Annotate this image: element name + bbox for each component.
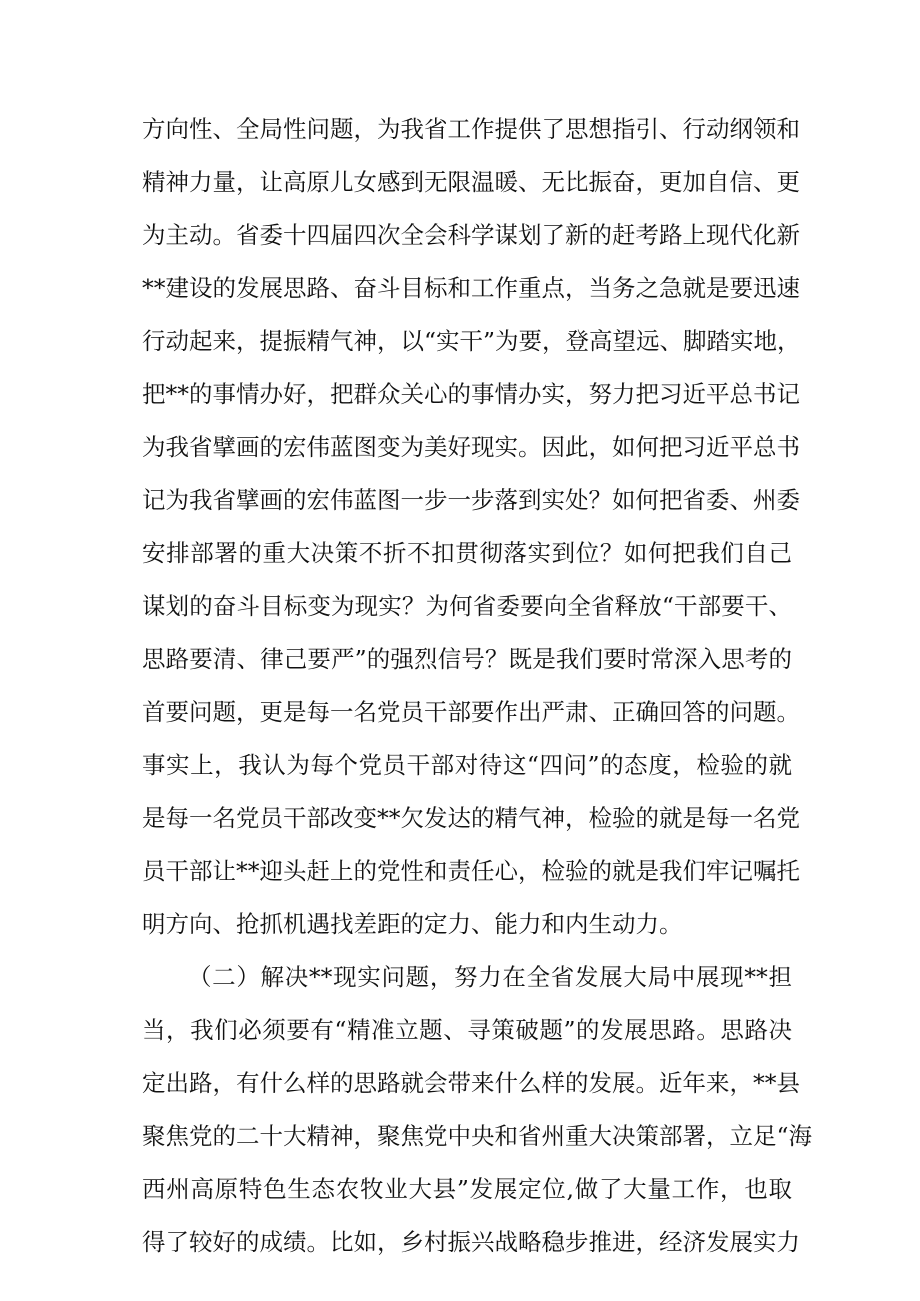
text-line: 事实上，我认为每个党员干部对待这“四问”的态度，检验的就: [142, 751, 792, 779]
text-line: 员干部让**迎头赶上的党性和责任心，检验的就是我们牢记嘱托: [142, 857, 800, 885]
text-line: 为主动。省委十四届四次全会科学谋划了新的赶考路上现代化新: [142, 221, 800, 249]
text-line: 安排部署的重大决策不折不扣贯彻落实到位？如何把我们自己: [142, 539, 792, 567]
text-line: **建设的发展思路、奋斗目标和工作重点，当务之急就是要迅速: [142, 274, 800, 302]
text-line: 记为我省擘画的宏伟蓝图一步一步落到实处？如何把省委、州委: [142, 486, 800, 514]
text-line: 当，我们必须要有“精准立题、寻策破题”的发展思路。思路决: [142, 1016, 792, 1044]
text-line: 定出路，有什么样的思路就会带来什么样的发展。近年来，**县: [142, 1069, 800, 1097]
text-line-paragraph-end: 明方向、抢抓机遇找差距的定力、能力和内生动力。: [142, 910, 683, 938]
text-line: 首要问题，更是每一名党员干部要作出严肃、正确回答的问题。: [142, 698, 800, 726]
text-line: 把**的事情办好，把群众关心的事情办实，努力把习近平总书记: [142, 380, 800, 408]
text-line: 谋划的奋斗目标变为现实？为何省委要向全省释放“干部要干、: [142, 592, 792, 620]
text-line: 思路要清、律己要严”的强烈信号？既是我们要时常深入思考的: [142, 645, 792, 673]
text-line: 行动起来，提振精气神，以“实干”为要，登高望远、脚踏实地，: [142, 327, 801, 355]
text-line: 聚焦党的二十大精神，聚焦党中央和省州重大决策部署，立足“海: [142, 1122, 813, 1150]
text-line: 方向性、全局性问题，为我省工作提供了思想指引、行动纲领和: [142, 115, 800, 143]
text-line: 得了较好的成绩。比如，乡村振兴战略稳步推进，经济发展实力: [142, 1228, 800, 1256]
text-line: 为我省擘画的宏伟蓝图变为美好现实。因此，如何把习近平总书: [142, 433, 800, 461]
text-line: 是每一名党员干部改变**欠发达的精气神，检验的就是每一名党: [142, 804, 800, 832]
text-line: 西州高原特色生态农牧业大县”发展定位,做了大量工作，也取: [142, 1175, 792, 1203]
text-line-paragraph-start: （二）解决**现实问题，努力在全省发展大局中展现**担: [188, 963, 792, 991]
text-line: 精神力量，让高原儿女感到无限温暖、无比振奋，更加自信、更: [142, 168, 800, 196]
